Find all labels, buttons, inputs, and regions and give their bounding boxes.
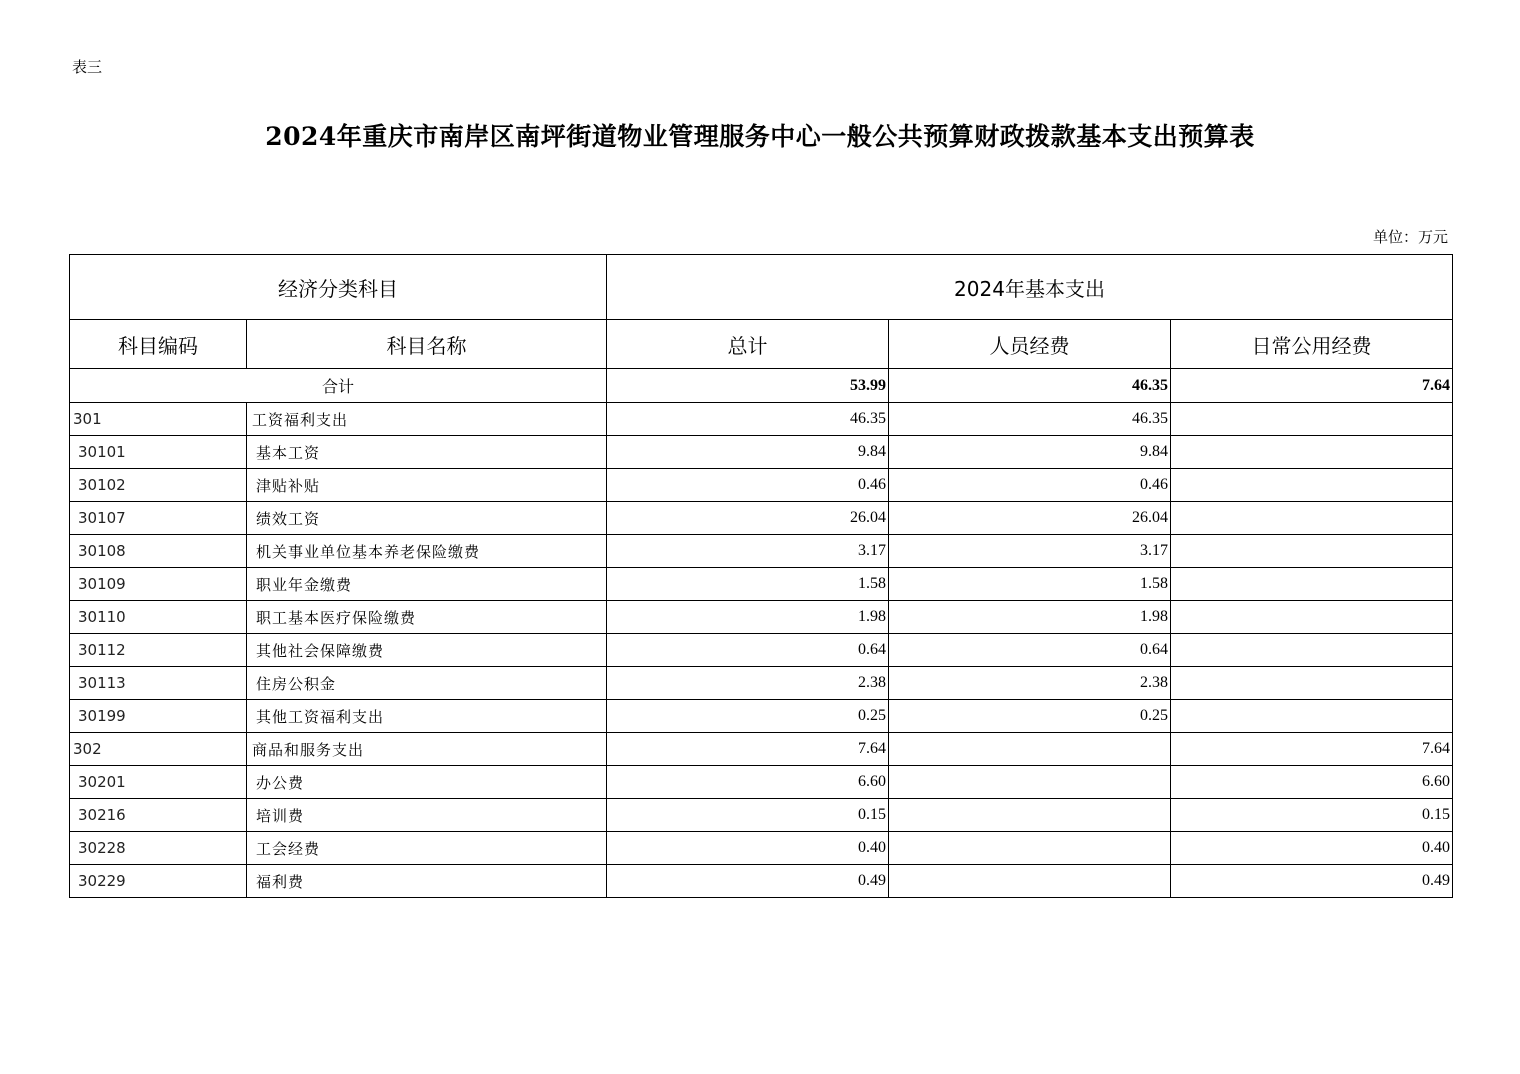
row-personnel bbox=[889, 766, 1171, 799]
row-public bbox=[1171, 535, 1453, 568]
row-total: 0.40 bbox=[607, 832, 889, 865]
table-row bbox=[70, 502, 1453, 535]
header-public-cost: 日常公用经费 bbox=[1171, 320, 1453, 369]
row-name: 职业年金缴费 bbox=[247, 568, 607, 601]
row-name: 工会经费 bbox=[247, 832, 607, 865]
row-name: 其他工资福利支出 bbox=[247, 700, 607, 733]
row-personnel: 1.58 bbox=[889, 568, 1171, 601]
row-name: 培训费 bbox=[247, 799, 607, 832]
row-personnel: 0.46 bbox=[889, 469, 1171, 502]
unit-label: 单位：万元 bbox=[1372, 228, 1448, 246]
row-code: 30107 bbox=[70, 502, 247, 535]
row-public bbox=[1171, 502, 1453, 535]
row-public bbox=[1171, 667, 1453, 700]
row-total: 2.38 bbox=[607, 667, 889, 700]
row-name: 办公费 bbox=[247, 766, 607, 799]
row-total: 1.58 bbox=[607, 568, 889, 601]
row-total: 6.60 bbox=[607, 766, 889, 799]
row-public: 0.49 bbox=[1171, 865, 1453, 898]
header-personnel-cost: 人员经费 bbox=[889, 320, 1171, 369]
row-total: 7.64 bbox=[607, 733, 889, 766]
table-row bbox=[70, 601, 1453, 634]
row-public bbox=[1171, 568, 1453, 601]
header-row-columns bbox=[70, 320, 1453, 369]
row-total: 0.15 bbox=[607, 799, 889, 832]
header-basic-expenditure: 2024年基本支出 bbox=[607, 255, 1453, 320]
header-subject-code: 科目编码 bbox=[70, 320, 247, 369]
total-label: 合计 bbox=[70, 369, 607, 403]
row-code: 30113 bbox=[70, 667, 247, 700]
row-name: 商品和服务支出 bbox=[247, 733, 607, 766]
row-personnel: 3.17 bbox=[889, 535, 1171, 568]
row-public: 0.15 bbox=[1171, 799, 1453, 832]
row-code: 302 bbox=[70, 733, 247, 766]
total-public: 7.64 bbox=[1171, 369, 1453, 403]
row-name: 职工基本医疗保险缴费 bbox=[247, 601, 607, 634]
row-total: 0.46 bbox=[607, 469, 889, 502]
row-total: 3.17 bbox=[607, 535, 889, 568]
budget-table bbox=[69, 254, 1453, 898]
row-personnel bbox=[889, 832, 1171, 865]
row-code: 30216 bbox=[70, 799, 247, 832]
row-total: 9.84 bbox=[607, 436, 889, 469]
total-sum: 53.99 bbox=[607, 369, 889, 403]
row-personnel bbox=[889, 865, 1171, 898]
row-public bbox=[1171, 469, 1453, 502]
row-total: 0.49 bbox=[607, 865, 889, 898]
row-total: 0.64 bbox=[607, 634, 889, 667]
row-name: 津贴补贴 bbox=[247, 469, 607, 502]
header-economic-classification: 经济分类科目 bbox=[70, 255, 607, 320]
row-code: 30229 bbox=[70, 865, 247, 898]
row-code: 30108 bbox=[70, 535, 247, 568]
row-personnel: 0.25 bbox=[889, 700, 1171, 733]
table-row bbox=[70, 403, 1453, 436]
header-row-group bbox=[70, 255, 1453, 320]
table-row bbox=[70, 733, 1453, 766]
table-row bbox=[70, 700, 1453, 733]
row-name: 工资福利支出 bbox=[247, 403, 607, 436]
row-public: 6.60 bbox=[1171, 766, 1453, 799]
table-row bbox=[70, 535, 1453, 568]
row-personnel: 1.98 bbox=[889, 601, 1171, 634]
row-code: 30101 bbox=[70, 436, 247, 469]
row-name: 福利费 bbox=[247, 865, 607, 898]
table-row bbox=[70, 832, 1453, 865]
table-row bbox=[70, 865, 1453, 898]
row-public: 0.40 bbox=[1171, 832, 1453, 865]
header-subject-name: 科目名称 bbox=[247, 320, 607, 369]
row-public bbox=[1171, 436, 1453, 469]
row-code: 30228 bbox=[70, 832, 247, 865]
row-code: 30102 bbox=[70, 469, 247, 502]
table-row bbox=[70, 766, 1453, 799]
table-row bbox=[70, 568, 1453, 601]
row-public: 7.64 bbox=[1171, 733, 1453, 766]
row-public bbox=[1171, 403, 1453, 436]
row-public bbox=[1171, 700, 1453, 733]
row-personnel: 9.84 bbox=[889, 436, 1171, 469]
table-row bbox=[70, 799, 1453, 832]
row-code: 30201 bbox=[70, 766, 247, 799]
table-row bbox=[70, 667, 1453, 700]
row-public bbox=[1171, 634, 1453, 667]
row-personnel: 26.04 bbox=[889, 502, 1171, 535]
row-name: 机关事业单位基本养老保险缴费 bbox=[247, 535, 607, 568]
row-code: 30109 bbox=[70, 568, 247, 601]
table-row bbox=[70, 634, 1453, 667]
row-code: 30199 bbox=[70, 700, 247, 733]
row-personnel: 46.35 bbox=[889, 403, 1171, 436]
row-name: 基本工资 bbox=[247, 436, 607, 469]
total-personnel: 46.35 bbox=[889, 369, 1171, 403]
row-name: 住房公积金 bbox=[247, 667, 607, 700]
row-total: 26.04 bbox=[607, 502, 889, 535]
row-total: 0.25 bbox=[607, 700, 889, 733]
row-personnel: 0.64 bbox=[889, 634, 1171, 667]
row-total: 1.98 bbox=[607, 601, 889, 634]
table-row bbox=[70, 469, 1453, 502]
row-code: 301 bbox=[70, 403, 247, 436]
row-personnel bbox=[889, 799, 1171, 832]
row-name: 其他社会保障缴费 bbox=[247, 634, 607, 667]
row-personnel: 2.38 bbox=[889, 667, 1171, 700]
row-name: 绩效工资 bbox=[247, 502, 607, 535]
row-code: 30110 bbox=[70, 601, 247, 634]
total-row bbox=[70, 369, 1453, 403]
page-title: 2024年重庆市南岸区南坪街道物业管理服务中心一般公共预算财政拨款基本支出预算表 bbox=[265, 122, 1255, 151]
row-total: 46.35 bbox=[607, 403, 889, 436]
row-public bbox=[1171, 601, 1453, 634]
table-row bbox=[70, 436, 1453, 469]
row-code: 30112 bbox=[70, 634, 247, 667]
header-total: 总计 bbox=[607, 320, 889, 369]
table-number-label: 表三 bbox=[72, 58, 103, 76]
row-personnel bbox=[889, 733, 1171, 766]
